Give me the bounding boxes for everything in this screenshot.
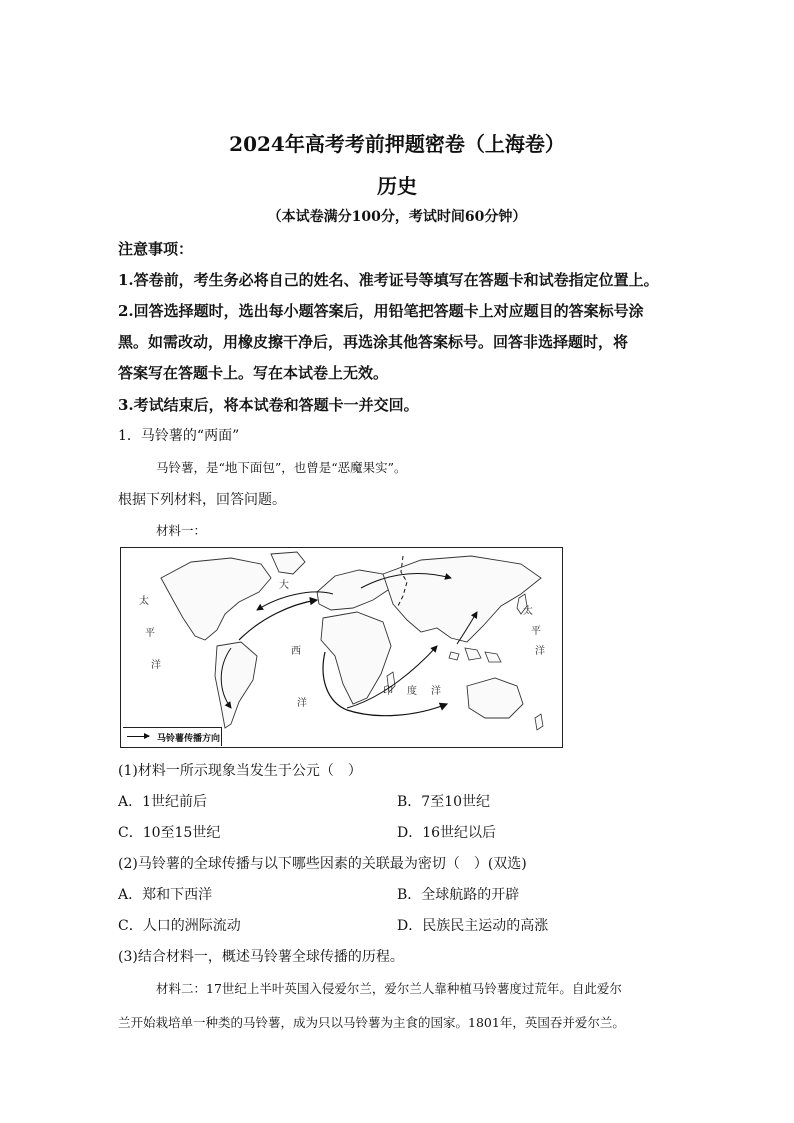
legend-text: 马铃薯传播方向 [157,734,221,744]
sub-question-2-stem: (2)马铃薯的全球传播与以下哪些因素的关联最为密切（ ）(双选) [118,856,527,872]
sub-question-3-stem: (3)结合材料一，概述马铃薯全球传播的历程。 [118,949,404,965]
asia-shape [383,556,541,642]
map-label-indian-1: 印 [383,686,393,697]
sub-question-1-option-a: A．1世纪前后 [118,794,208,810]
notice-line-3: 黑。如需改动，用橡皮擦干净后，再选涂其他答案标号。回答非选择题时，将 [118,333,629,351]
island-group-shape [449,648,501,662]
sub-question-1-option-b: B．7至10世纪 [397,794,491,810]
potato-spread-map [120,547,563,748]
material-2-line-1: 材料二：17世纪上半叶英国入侵爱尔兰，爱尔兰人靠种植马铃薯度过荒年。自此爱尔 [156,981,622,996]
notice-line-5: 3.考试结束后，将本试卷和答题卡一并交回。 [118,396,419,414]
map-label-pacific-east-2: 平 [531,626,541,637]
question-1-title: 1．马铃薯的“两面” [118,428,240,444]
africa-shape [321,612,391,704]
greenland-shape [271,552,305,574]
legend-arrow-icon [127,736,149,737]
sub-question-2-option-c: C．人口的洲际流动 [118,918,241,934]
material-1-label: 材料一： [156,523,207,538]
subject-title: 历史 [377,174,417,198]
map-label-pacific-west-2: 平 [145,628,155,639]
spread-arrow-americas-to-europe [239,600,317,640]
map-label-indian-2: 度 [407,686,417,697]
notice-line-2: 2.回答选择题时，选出每小题答案后，用铅笔把答题卡上对应题目的答案标号涂 [118,302,644,320]
map-legend [123,727,222,746]
australia-shape [467,678,523,718]
notice-heading: 注意事项： [118,240,194,258]
material-2-line-2: 兰开始栽培单一种类的马铃薯，成为只以马铃薯为主食的国家。1801年，英国吞并爱尔兰。 [118,1015,625,1030]
question-1-intro: 马铃薯，是“地下面包”，也曾是“恶魔果实”。 [156,460,407,475]
map-label-atlantic-2: 西 [291,646,301,657]
europe-shape [317,570,391,610]
sub-question-1-stem: (1)材料一所示现象当发生于公元（ ） [118,763,362,779]
map-label-atlantic-1: 大 [279,580,289,591]
map-label-indian-3: 洋 [431,686,441,697]
exam-title: 2024年高考考前押题密卷（上海卷） [229,132,565,156]
north-america-shape [161,558,271,640]
new-zealand-shape [535,714,543,730]
map-label-atlantic-3: 洋 [297,698,307,709]
exam-info: （本试卷满分100分，考试时间60分钟） [267,209,527,225]
sub-question-2-option-d: D．民族民主运动的高涨 [397,918,549,934]
map-label-pacific-east-1: 太 [523,606,533,617]
map-label-pacific-east-3: 洋 [535,646,545,657]
question-1-instruction: 根据下列材料，回答问题。 [118,492,286,508]
world-map-drawing [121,548,562,747]
sub-question-1-option-d: D．16世纪以后 [397,825,497,841]
notice-line-4: 答案写在答题卡上。写在本试卷上无效。 [118,364,389,382]
map-label-pacific-west-1: 太 [139,596,149,607]
sub-question-2-option-a: A．郑和下西洋 [118,887,213,903]
sub-question-1-option-c: C．10至15世纪 [118,825,221,841]
sub-question-2-option-b: B．全球航路的开辟 [397,887,520,903]
map-label-pacific-west-3: 洋 [151,660,161,671]
notice-line-1: 1.答卷前，考生务必将自己的姓名、准考证号等填写在答题卡和试卷指定位置上。 [118,271,659,289]
